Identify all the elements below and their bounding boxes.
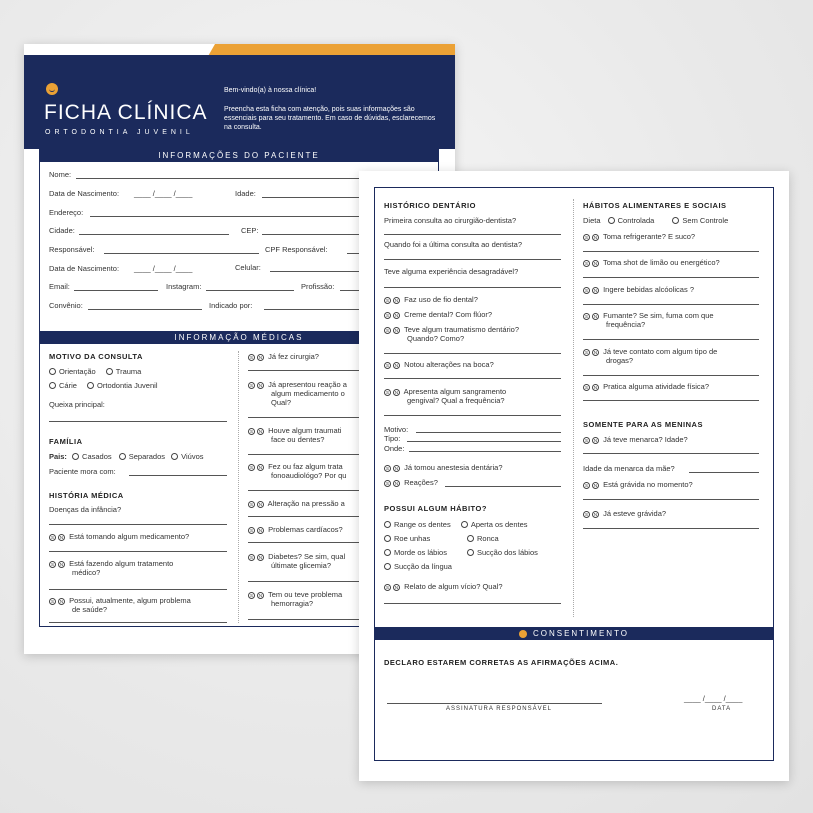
no-toggle[interactable]: N bbox=[394, 363, 399, 368]
label-tipo: Tipo: bbox=[384, 434, 401, 443]
q-sangramento bbox=[384, 387, 506, 396]
label-nome: Nome: bbox=[49, 170, 72, 179]
input-menarca[interactable] bbox=[583, 453, 759, 454]
q-gravida-text: Está grávida no momento? bbox=[603, 480, 693, 489]
label-nascimento-responsavel: Data de Nascimento: bbox=[49, 264, 120, 273]
input-motivo[interactable] bbox=[416, 432, 561, 433]
form-subtitle: ORTODONTIA JUVENIL bbox=[45, 129, 194, 136]
input-shot[interactable] bbox=[583, 277, 759, 278]
no-toggle[interactable]: N bbox=[258, 465, 263, 470]
q-esteve-gravida bbox=[583, 509, 666, 518]
yes-toggle[interactable]: S bbox=[385, 481, 389, 486]
column-divider bbox=[238, 351, 239, 623]
radio-ronca[interactable] bbox=[467, 535, 474, 542]
q-medicamento bbox=[49, 532, 189, 541]
label-carie: Cárie bbox=[59, 381, 77, 390]
q-reacao bbox=[248, 380, 347, 389]
yes-toggle[interactable]: S bbox=[249, 555, 253, 560]
radio-roe[interactable] bbox=[384, 535, 391, 542]
no-toggle[interactable]: N bbox=[258, 383, 263, 388]
input-refrigerante[interactable] bbox=[583, 251, 759, 252]
input-nascimento[interactable]: ____ /____ /____ bbox=[134, 189, 193, 198]
label-primeira: Primeira consulta ao cirurgião-dentista? bbox=[384, 216, 517, 225]
no-toggle[interactable]: N bbox=[593, 314, 598, 319]
q-problema bbox=[49, 596, 191, 605]
dentario-heading: HISTÓRICO DENTÁRIO bbox=[384, 201, 476, 210]
yes-toggle[interactable]: S bbox=[249, 465, 253, 470]
yes-toggle[interactable]: S bbox=[584, 385, 588, 390]
q-menarca-text: Já teve menarca? Idade? bbox=[603, 435, 688, 444]
habito-row2-left bbox=[384, 534, 430, 543]
q-medicamento-text: Está tomando algum medicamento? bbox=[69, 532, 190, 541]
habito-heading: POSSUI ALGUM HÁBITO? bbox=[384, 504, 487, 513]
q-fono-text: Fez ou faz algum trata bbox=[268, 462, 343, 471]
label-onde: Onde: bbox=[384, 444, 405, 453]
q-shot-text: Toma shot de limão ou energético? bbox=[602, 258, 720, 267]
q-tratamento-text: Está fazendo algum tratamento bbox=[69, 559, 174, 568]
label-cpf: CPF Responsável: bbox=[265, 245, 328, 254]
yes-toggle[interactable]: S bbox=[385, 363, 389, 368]
q-vicio bbox=[384, 582, 502, 591]
no-toggle[interactable]: N bbox=[593, 483, 598, 488]
yes-toggle[interactable]: S bbox=[584, 235, 588, 240]
q-tratamento-text-2: médico? bbox=[72, 568, 101, 577]
q-fumante-text-2: frequência? bbox=[606, 320, 646, 329]
label-instagram: Instagram: bbox=[166, 282, 202, 291]
input-tipo[interactable] bbox=[407, 441, 561, 442]
label-aperta: Aperta os dentes bbox=[470, 520, 528, 529]
radio-morde[interactable] bbox=[384, 549, 391, 556]
q-hemorragia bbox=[248, 590, 342, 599]
yes-toggle[interactable]: S bbox=[50, 535, 54, 540]
label-cep: CEP: bbox=[241, 226, 259, 235]
no-toggle[interactable]: N bbox=[593, 438, 598, 443]
q-fio-text: Faz uso de fio dental? bbox=[404, 295, 478, 304]
smile-logo-icon bbox=[46, 83, 58, 95]
yes-toggle[interactable]: S bbox=[249, 528, 253, 533]
label-email: Email: bbox=[49, 282, 70, 291]
no-toggle[interactable]: N bbox=[394, 585, 399, 590]
q-fono-text-2: fonoaudiológo? Por qu bbox=[271, 471, 347, 480]
yes-toggle[interactable]: S bbox=[385, 298, 389, 303]
q-alcool-text: Ingere bebidas alcóolicas ? bbox=[603, 285, 694, 294]
q-traumatismo-text: Houve algum traumati bbox=[268, 426, 342, 435]
label-profissao: Profissão: bbox=[301, 282, 335, 291]
radio-succao-lingua[interactable] bbox=[384, 563, 391, 570]
yes-toggle[interactable]: S bbox=[385, 390, 389, 395]
yes-toggle[interactable]: S bbox=[584, 438, 588, 443]
radio-aperta[interactable] bbox=[461, 521, 468, 528]
q-vicio-text: Relato de algum vício? Qual? bbox=[404, 582, 503, 591]
habito-row4 bbox=[384, 562, 452, 571]
no-toggle[interactable]: N bbox=[258, 593, 263, 598]
label-queixa: Queixa principal: bbox=[49, 400, 105, 409]
label-controlada: Controlada bbox=[617, 216, 655, 225]
label-pais: Pais: bbox=[49, 452, 67, 461]
label-ronca: Ronca bbox=[477, 534, 499, 543]
radio-ortodontia[interactable] bbox=[87, 382, 94, 389]
label-celular: Celular: bbox=[235, 263, 261, 272]
q-pressao bbox=[248, 499, 345, 508]
declaro-text: DECLARO ESTAREM CORRETAS AS AFIRMAÇÕES ACIMA. bbox=[384, 658, 619, 667]
radio-controlada[interactable] bbox=[608, 217, 615, 224]
label-responsavel: Responsável: bbox=[49, 245, 95, 254]
q-reacao-text-3: Qual? bbox=[271, 398, 292, 407]
radio-separados[interactable] bbox=[119, 453, 126, 460]
column-divider bbox=[573, 199, 574, 617]
input-convenio[interactable] bbox=[88, 309, 202, 310]
input-hemorragia[interactable] bbox=[248, 619, 360, 620]
radio-casados[interactable] bbox=[72, 453, 79, 460]
input-cirurgia[interactable] bbox=[248, 370, 360, 371]
label-menarca-mae: Idade da menarca da mãe? bbox=[583, 464, 675, 473]
input-ultima[interactable] bbox=[384, 259, 561, 260]
patient-info-header: INFORMAÇÕES DO PACIENTE bbox=[39, 149, 439, 162]
no-toggle[interactable]: N bbox=[394, 481, 399, 486]
no-toggle[interactable]: N bbox=[258, 355, 263, 360]
habito-row3-left bbox=[384, 548, 447, 557]
radio-sem-controle[interactable] bbox=[672, 217, 679, 224]
input-vicio[interactable] bbox=[384, 603, 561, 604]
habito-row1 bbox=[384, 520, 528, 529]
q-gravida bbox=[583, 480, 693, 489]
q-menarca bbox=[583, 435, 688, 444]
habito-row3-right bbox=[467, 548, 538, 557]
label-ortodontia: Ortodontia Juvenil bbox=[97, 381, 158, 390]
input-gravida[interactable] bbox=[583, 499, 759, 500]
input-sangramento[interactable] bbox=[384, 415, 561, 416]
ficha-clinica-sheet-back bbox=[359, 171, 789, 781]
label-succao-labios: Sucção dos lábios bbox=[477, 548, 538, 557]
label-experiencia: Teve alguma experiência desagradável? bbox=[384, 267, 519, 276]
input-mora[interactable] bbox=[129, 475, 227, 476]
label-ultima: Quando foi a última consulta ao dentista? bbox=[384, 240, 523, 249]
input-traumatismo[interactable] bbox=[248, 454, 360, 455]
q-fumante-text: Fumante? Se sim, fuma com que bbox=[603, 311, 714, 320]
input-nascimento-responsavel[interactable]: ____ /____ /____ bbox=[134, 264, 193, 273]
motivo-options-row1 bbox=[49, 367, 141, 376]
familia-heading: FAMÍLIA bbox=[49, 437, 83, 446]
no-toggle[interactable]: N bbox=[394, 390, 399, 395]
label-orientacao: Orientação bbox=[59, 367, 96, 376]
q-problema-text-2: de saúde? bbox=[72, 605, 108, 614]
q-traumatismo-dentario bbox=[384, 325, 519, 334]
input-alcool[interactable] bbox=[583, 304, 759, 305]
q-drogas-text: Já teve contato com algum tipo de bbox=[603, 347, 718, 356]
intro-text: Preencha esta ficha com atenção, pois suas informações são essenciais para seu tratamento. Em caso de dúvidas, esclarecemos na consulta. bbox=[224, 106, 436, 131]
q-creme-text: Creme dental? Com flúor? bbox=[404, 310, 493, 319]
label-convenio: Convênio: bbox=[49, 301, 83, 310]
q-reacoes bbox=[384, 478, 438, 487]
q-anestesia bbox=[384, 463, 503, 472]
yes-toggle[interactable]: S bbox=[50, 562, 54, 567]
q-tratamento bbox=[49, 559, 173, 568]
familia-pais-row bbox=[49, 452, 204, 461]
yes-toggle[interactable]: S bbox=[584, 314, 588, 319]
no-toggle[interactable]: N bbox=[59, 599, 64, 604]
motivo-heading: MOTIVO DA CONSULTA bbox=[49, 352, 143, 361]
q-shot bbox=[583, 258, 720, 267]
label-separados: Separados bbox=[128, 452, 166, 461]
input-medicamento[interactable] bbox=[49, 551, 227, 552]
yes-toggle[interactable]: S bbox=[584, 350, 588, 355]
label-succao-lingua: Sucção da língua bbox=[394, 562, 452, 571]
q-traumatismo-text-2: face ou dentes? bbox=[271, 435, 325, 444]
input-drogas[interactable] bbox=[583, 375, 759, 376]
input-infancia[interactable] bbox=[49, 524, 227, 525]
yes-toggle[interactable]: S bbox=[249, 355, 253, 360]
input-onde[interactable] bbox=[409, 451, 561, 452]
q-diabetes-text: Diabetes? Se sim, qual bbox=[268, 552, 346, 561]
no-toggle[interactable]: N bbox=[59, 562, 64, 567]
no-toggle[interactable]: N bbox=[59, 535, 64, 540]
signature-line[interactable] bbox=[387, 703, 602, 704]
input-menarca-mae[interactable] bbox=[689, 472, 759, 473]
input-cardiacos[interactable] bbox=[248, 542, 360, 543]
input-atividade[interactable] bbox=[583, 400, 759, 401]
input-fono[interactable] bbox=[248, 490, 360, 491]
yes-toggle[interactable]: S bbox=[50, 599, 54, 604]
q-sangramento-text-2: gengival? Qual a frequência? bbox=[407, 396, 505, 405]
q-fono bbox=[248, 462, 343, 471]
q-reacao-text-2: algum medicamento o bbox=[271, 389, 345, 398]
yes-toggle[interactable]: S bbox=[584, 288, 588, 293]
label-sem-controle: Sem Controle bbox=[682, 216, 729, 225]
input-queixa[interactable] bbox=[49, 421, 227, 422]
q-alteracoes bbox=[384, 360, 494, 369]
yes-toggle[interactable]: S bbox=[385, 328, 389, 333]
label-nascimento: Data de Nascimento: bbox=[49, 189, 120, 198]
input-email[interactable] bbox=[74, 290, 158, 291]
yes-toggle[interactable]: S bbox=[249, 383, 253, 388]
yes-toggle[interactable]: S bbox=[385, 313, 389, 318]
no-toggle[interactable]: N bbox=[258, 429, 263, 434]
label-endereco: Endereço: bbox=[49, 208, 84, 217]
alimentares-heading: HÁBITOS ALIMENTARES E SOCIAIS bbox=[583, 201, 727, 210]
header-banner bbox=[24, 55, 455, 149]
label-mora: Paciente mora com: bbox=[49, 467, 116, 476]
welcome-text: Bem-vindo(a) à nossa clínica! bbox=[224, 87, 317, 94]
label-data: DATA bbox=[712, 706, 732, 712]
input-reacao[interactable] bbox=[248, 417, 360, 418]
q-alteracoes-text: Notou alterações na boca? bbox=[404, 360, 494, 369]
radio-viuvos[interactable] bbox=[171, 453, 178, 460]
no-toggle[interactable]: N bbox=[394, 466, 399, 471]
label-assinatura: ASSINATURA RESPONSÁVEL bbox=[446, 706, 552, 712]
no-toggle[interactable]: N bbox=[593, 235, 598, 240]
label-viuvos: Viúvos bbox=[181, 452, 204, 461]
label-indicado: Indicado por: bbox=[209, 301, 253, 310]
q-cardiacos bbox=[248, 525, 343, 534]
q-anestesia-text: Já tomou anestesia dentária? bbox=[404, 463, 503, 472]
q-atividade bbox=[583, 382, 709, 391]
radio-trauma[interactable] bbox=[106, 368, 113, 375]
yes-toggle[interactable]: S bbox=[249, 593, 253, 598]
consentimento-title: CONSENTIMENTO bbox=[532, 629, 630, 638]
input-esteve-gravida[interactable] bbox=[583, 528, 759, 529]
yes-toggle[interactable]: S bbox=[385, 585, 389, 590]
form-title: FICHA CLÍNICA bbox=[44, 101, 208, 124]
label-idade: Idade: bbox=[235, 189, 256, 198]
yes-toggle[interactable]: S bbox=[584, 512, 588, 517]
label-cidade: Cidade: bbox=[49, 226, 75, 235]
input-instagram[interactable] bbox=[206, 290, 294, 291]
no-toggle[interactable]: N bbox=[394, 298, 399, 303]
label-morde: Morde os lábios bbox=[394, 548, 447, 557]
input-alteracoes[interactable] bbox=[384, 378, 561, 379]
q-traumatismo-dentario-text: Teve algum traumatismo dentário? bbox=[403, 325, 520, 334]
radio-carie[interactable] bbox=[49, 382, 56, 389]
no-toggle[interactable]: N bbox=[394, 313, 399, 318]
q-traumatismo-dentario-text-2: Quando? Como? bbox=[407, 334, 465, 343]
yes-toggle[interactable]: S bbox=[584, 483, 588, 488]
q-hemorragia-text: Tem ou teve problema bbox=[267, 590, 343, 599]
no-toggle[interactable]: N bbox=[593, 261, 598, 266]
q-atividade-text: Pratica alguma atividade física? bbox=[603, 382, 709, 391]
q-drogas bbox=[583, 347, 717, 356]
label-dieta: Dieta bbox=[583, 216, 601, 225]
radio-orientacao[interactable] bbox=[49, 368, 56, 375]
motivo-options-row2 bbox=[49, 381, 157, 390]
input-data[interactable]: ____ /____ /____ bbox=[684, 694, 743, 703]
q-sangramento-text: Apresenta algum sangramento bbox=[403, 387, 507, 396]
input-tratamento[interactable] bbox=[49, 589, 227, 590]
label-roe: Roe unhas bbox=[394, 534, 431, 543]
q-reacao-text: Já apresentou reação a bbox=[268, 380, 347, 389]
meninas-heading: SOMENTE PARA AS MENINAS bbox=[583, 420, 703, 429]
input-fumante[interactable] bbox=[583, 339, 759, 340]
label-range: Range os dentes bbox=[394, 520, 451, 529]
no-toggle[interactable]: N bbox=[258, 502, 263, 507]
q-hemorragia-text-2: hemorragia? bbox=[271, 599, 314, 608]
q-drogas-text-2: drogas? bbox=[606, 356, 634, 365]
q-refrigerante-text: Toma refrigerante? E suco? bbox=[602, 232, 696, 241]
q-diabetes-text-2: últimate glicemia? bbox=[271, 561, 332, 570]
smile-icon bbox=[519, 630, 527, 638]
input-responsavel[interactable] bbox=[104, 253, 259, 254]
q-cirurgia-text: Já fez cirurgia? bbox=[268, 352, 319, 361]
yes-toggle[interactable]: S bbox=[249, 429, 253, 434]
q-problema-text: Possui, atualmente, algum problema bbox=[69, 596, 191, 605]
label-casados: Casados bbox=[82, 452, 112, 461]
input-pressao[interactable] bbox=[248, 516, 360, 517]
no-toggle[interactable]: N bbox=[258, 555, 263, 560]
q-cirurgia bbox=[248, 352, 319, 361]
q-fumante bbox=[583, 311, 714, 320]
q-refrigerante bbox=[583, 232, 695, 241]
no-toggle[interactable]: N bbox=[593, 350, 598, 355]
label-motivo: Motivo: bbox=[384, 425, 409, 434]
yes-toggle[interactable]: S bbox=[385, 466, 389, 471]
yes-toggle[interactable]: S bbox=[249, 502, 253, 507]
input-problema[interactable] bbox=[49, 622, 227, 623]
habito-row2-right bbox=[467, 534, 499, 543]
q-reacoes-text: Reações? bbox=[404, 478, 438, 487]
medical-info-header: INFORMAÇÃO MÉDICAS bbox=[39, 331, 439, 344]
no-toggle[interactable]: N bbox=[593, 288, 598, 293]
input-diabetes[interactable] bbox=[248, 581, 360, 582]
q-traumatismo bbox=[248, 426, 341, 435]
dieta-row bbox=[583, 216, 728, 225]
q-creme bbox=[384, 310, 492, 319]
no-toggle[interactable]: N bbox=[593, 512, 598, 517]
q-esteve-gravida-text: Já esteve grávida? bbox=[603, 509, 667, 518]
consentimento-header bbox=[374, 627, 774, 640]
input-cidade[interactable] bbox=[79, 234, 229, 235]
yes-toggle[interactable]: S bbox=[584, 261, 588, 266]
historia-heading: HISTÓRIA MÉDICA bbox=[49, 491, 124, 500]
label-infancia: Doenças da infância? bbox=[49, 505, 122, 514]
label-trauma: Trauma bbox=[115, 367, 142, 376]
radio-range[interactable] bbox=[384, 521, 391, 528]
q-cardiacos-text: Problemas cardíacos? bbox=[268, 525, 343, 534]
q-fio bbox=[384, 295, 478, 304]
input-experiencia[interactable] bbox=[384, 287, 561, 288]
q-pressao-text: Alteração na pressão a bbox=[267, 499, 345, 508]
input-reacoes[interactable] bbox=[445, 486, 561, 487]
input-traumatismo-dentario[interactable] bbox=[384, 353, 561, 354]
input-primeira[interactable] bbox=[384, 234, 561, 235]
radio-succao-labios[interactable] bbox=[467, 549, 474, 556]
no-toggle[interactable]: N bbox=[394, 328, 399, 333]
q-diabetes bbox=[248, 552, 345, 561]
no-toggle[interactable]: N bbox=[258, 528, 263, 533]
no-toggle[interactable]: N bbox=[593, 385, 598, 390]
q-alcool bbox=[583, 285, 694, 294]
